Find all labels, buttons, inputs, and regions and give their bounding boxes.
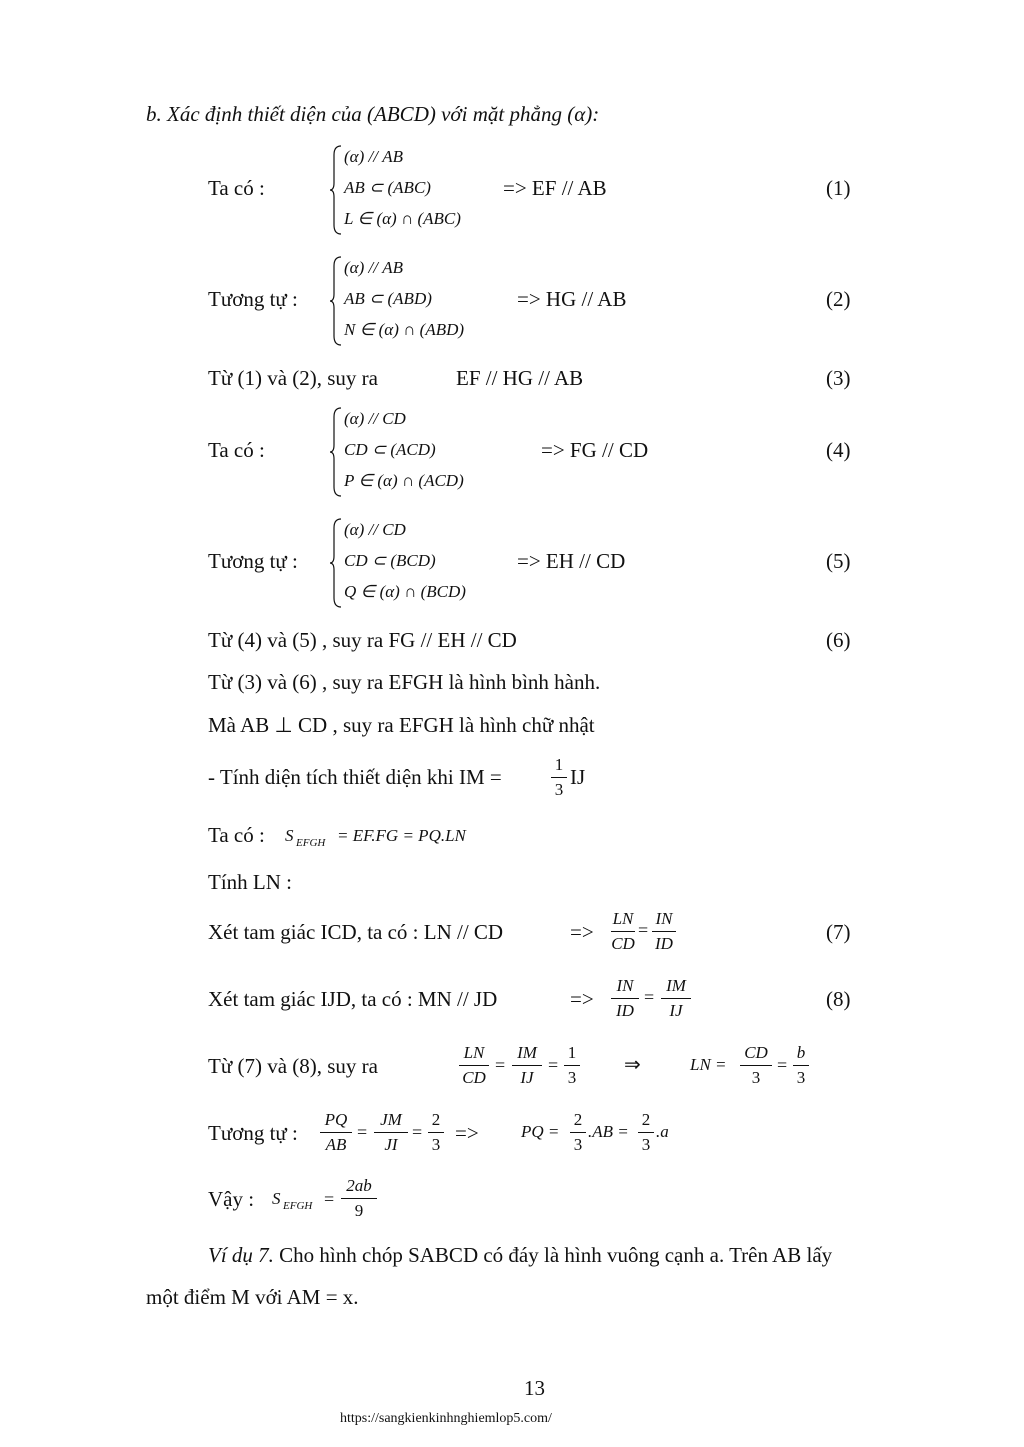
- pq-line-text: Tương tự :: [208, 1121, 298, 1145]
- block5-number: (5): [826, 549, 851, 573]
- line6-text: Từ (4) và (5) , suy ra FG // EH // CD: [208, 628, 517, 652]
- rectangle-line: Mà AB ⊥ CD , suy ra EFGH là hình chữ nhật: [208, 713, 595, 737]
- line8-text: Xét tam giác IJD, ta có : MN // JD: [208, 987, 498, 1011]
- implies-icon: ⇒: [624, 1054, 641, 1076]
- brace-icon: [330, 256, 342, 346]
- conclusion-s: S: [272, 1189, 281, 1208]
- block4-number: (4): [826, 438, 851, 462]
- block2-system: [330, 256, 530, 346]
- fraction-in-id-2: IN ID: [611, 976, 639, 1021]
- block1-row1: (α) // AB: [344, 147, 403, 166]
- compute-ln-line: Tính LN :: [208, 870, 292, 894]
- fraction-two-thirds: 2 3: [428, 1110, 444, 1155]
- area-formula-subscript: EFGH: [296, 837, 326, 849]
- equals-sign: =: [644, 987, 655, 1007]
- fraction-2ab-9: 2ab 9: [341, 1176, 377, 1221]
- equals-sign: =: [777, 1055, 788, 1075]
- line7-number: (7): [826, 920, 851, 944]
- fraction-im-ij-2: IM IJ: [512, 1043, 542, 1088]
- page-number: 13: [524, 1376, 545, 1400]
- section-heading: b. Xác định thiết diện của (ABCD) với mặt phẳng (α):: [146, 102, 600, 126]
- fraction-im-ij: IM IJ: [661, 976, 691, 1021]
- block1-label: Ta có :: [208, 176, 265, 200]
- fraction-one-third: 1 3: [551, 755, 567, 800]
- pq-arrow: =>: [455, 1121, 479, 1145]
- block1-row2: AB ⊂ (ABC): [344, 178, 431, 197]
- line6-number: (6): [826, 628, 851, 652]
- fraction-b-3: b 3: [793, 1043, 809, 1088]
- line8-arrow: =>: [570, 987, 594, 1011]
- block2-row1: (α) // AB: [344, 258, 403, 277]
- equals-sign: =: [495, 1055, 506, 1075]
- block1-system: [330, 145, 530, 235]
- pq-mid: .AB =: [588, 1122, 629, 1141]
- block1-number: (1): [826, 176, 851, 200]
- block4-row2: CD ⊂ (ACD): [344, 440, 436, 459]
- fraction-one-third-2: 1 3: [564, 1043, 580, 1088]
- example-line2: một điểm M với AM = x.: [146, 1285, 359, 1309]
- example-line1: [208, 1243, 832, 1267]
- line7-arrow: =>: [570, 920, 594, 944]
- equals-sign: =: [548, 1055, 559, 1075]
- parallelogram-line: Từ (3) và (6) , suy ra EFGH là hình bình hành.: [208, 670, 601, 694]
- fraction-ln-cd: LN CD: [611, 909, 635, 953]
- block5-row2: CD ⊂ (BCD): [344, 551, 436, 570]
- equals-sign: =: [638, 920, 649, 940]
- block4-row3: P ∈ (α) ∩ (ACD): [344, 471, 464, 490]
- block5-label: Tương tự :: [208, 549, 298, 573]
- conclusion-subscript: EFGH: [283, 1200, 313, 1212]
- brace-icon: [330, 518, 342, 608]
- line3-text: Từ (1) và (2), suy ra: [208, 366, 378, 390]
- fraction-jm-ji: JM JI: [374, 1110, 408, 1155]
- conclusion-equals: =: [324, 1189, 335, 1209]
- block5-result: => EH // CD: [517, 549, 626, 573]
- block5-row1: (α) // CD: [344, 520, 406, 539]
- block1-result: => EF // AB: [503, 176, 607, 200]
- conclusion-text: Vậy :: [208, 1187, 255, 1211]
- block2-row3: N ∈ (α) ∩ (ABD): [344, 320, 465, 339]
- area-intro-tail: IJ: [570, 765, 586, 789]
- block2-result: => HG // AB: [517, 287, 627, 311]
- block2-number: (2): [826, 287, 851, 311]
- block2-row2: AB ⊂ (ABD): [344, 289, 432, 308]
- block4-result: => FG // CD: [541, 438, 649, 462]
- example-text: Cho hình chóp SABCD có đáy là hình vuông cạnh a. Trên AB lấy: [273, 1243, 833, 1267]
- pq-lhs: PQ =: [521, 1122, 560, 1141]
- fraction-cd-3: CD 3: [740, 1043, 772, 1088]
- example-label: Ví dụ 7.: [208, 1243, 274, 1267]
- block5-row3: Q ∈ (α) ∩ (BCD): [344, 582, 466, 601]
- equals-sign: =: [412, 1122, 423, 1142]
- block5-system: [330, 518, 530, 608]
- area-formula-label: Ta có :: [208, 823, 265, 847]
- line78-lhs: LN =: [690, 1055, 727, 1074]
- fraction-ln-cd-2: LN CD: [459, 1043, 489, 1088]
- fraction-pq-ab: PQ AB: [320, 1110, 352, 1155]
- line7-text: Xét tam giác ICD, ta có : LN // CD: [208, 920, 504, 944]
- fraction-two-thirds-3: 2 3: [638, 1110, 654, 1155]
- fraction-in-id: IN ID: [652, 909, 676, 954]
- block2-label: Tương tự :: [208, 287, 298, 311]
- block1-row3: L ∈ (α) ∩ (ABC): [344, 209, 461, 228]
- block4-system: [330, 407, 530, 497]
- line3-result: EF // HG // AB: [456, 366, 584, 390]
- line3-number: (3): [826, 366, 851, 390]
- block4-label: Ta có :: [208, 438, 265, 462]
- brace-icon: [330, 407, 342, 497]
- fraction-two-thirds-2: 2 3: [570, 1110, 586, 1155]
- line78-text: Từ (7) và (8), suy ra: [208, 1054, 378, 1078]
- area-intro-text: - Tính diện tích thiết diện khi IM =: [208, 765, 502, 789]
- footer-url[interactable]: https://sangkienkinhnghiemlop5.com/: [340, 1411, 552, 1426]
- line8-number: (8): [826, 987, 851, 1011]
- area-formula-rest: = EF.FG = PQ.LN: [337, 826, 466, 845]
- equals-sign: =: [357, 1122, 368, 1142]
- block4-row1: (α) // CD: [344, 409, 406, 428]
- brace-icon: [330, 145, 342, 235]
- pq-tail: .a: [656, 1122, 669, 1141]
- area-formula-s: S: [285, 826, 294, 845]
